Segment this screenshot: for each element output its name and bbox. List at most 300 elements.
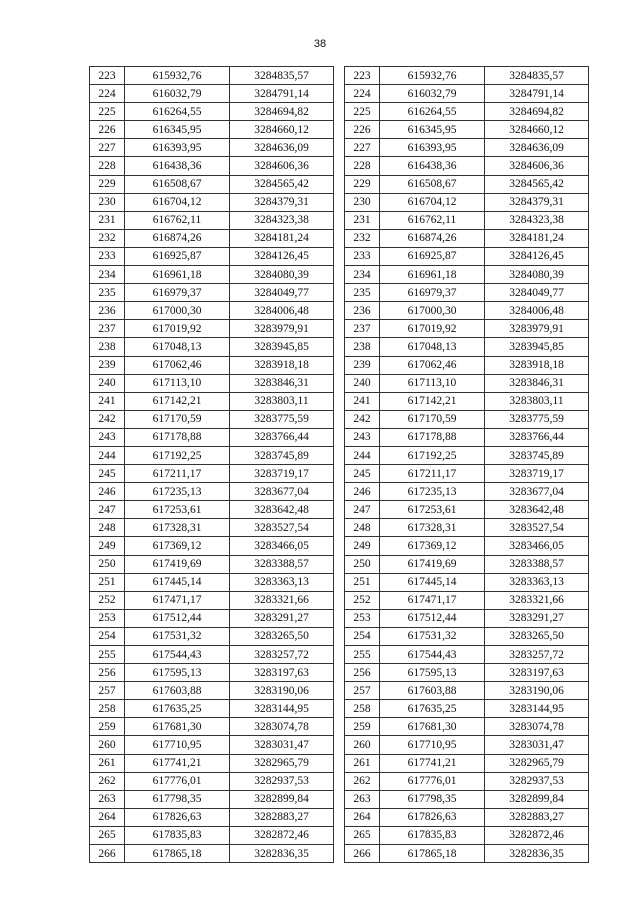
y-coordinate-cell: 3282899,84 xyxy=(230,790,334,808)
y-coordinate-cell: 3284379,31 xyxy=(485,193,589,211)
x-coordinate-cell: 617741,21 xyxy=(380,754,485,772)
point-number-cell: 236 xyxy=(345,302,380,320)
point-number-cell: 243 xyxy=(345,428,380,446)
x-coordinate-cell: 617000,30 xyxy=(125,302,230,320)
table-row xyxy=(90,392,334,410)
table-row xyxy=(90,103,334,121)
point-number-cell: 247 xyxy=(345,501,380,519)
x-coordinate-cell: 617681,30 xyxy=(125,718,230,736)
table-row xyxy=(345,428,589,446)
point-number-cell: 258 xyxy=(345,700,380,718)
point-number-cell: 226 xyxy=(90,121,125,139)
x-coordinate-cell: 617835,83 xyxy=(125,826,230,844)
point-number-cell: 238 xyxy=(345,338,380,356)
point-number-cell: 246 xyxy=(345,483,380,501)
x-coordinate-cell: 617595,13 xyxy=(125,664,230,682)
point-number-cell: 225 xyxy=(345,103,380,121)
x-coordinate-cell: 617235,13 xyxy=(380,483,485,501)
point-number-cell: 258 xyxy=(90,700,125,718)
x-coordinate-cell: 617211,17 xyxy=(380,465,485,483)
x-coordinate-cell: 617211,17 xyxy=(125,465,230,483)
point-number-cell: 255 xyxy=(90,646,125,664)
y-coordinate-cell: 3283257,72 xyxy=(485,646,589,664)
point-number-cell: 259 xyxy=(90,718,125,736)
table-row xyxy=(90,772,334,790)
table-body-right xyxy=(345,67,589,863)
table-row xyxy=(345,573,589,591)
y-coordinate-cell: 3283719,17 xyxy=(230,465,334,483)
x-coordinate-cell: 617835,83 xyxy=(380,826,485,844)
x-coordinate-cell: 617178,88 xyxy=(380,428,485,446)
x-coordinate-cell: 616704,12 xyxy=(125,193,230,211)
table-row xyxy=(90,736,334,754)
point-number-cell: 229 xyxy=(90,175,125,193)
x-coordinate-cell: 617062,46 xyxy=(380,356,485,374)
y-coordinate-cell: 3284791,14 xyxy=(485,85,589,103)
y-coordinate-cell: 3283642,48 xyxy=(485,501,589,519)
y-coordinate-cell: 3283677,04 xyxy=(485,483,589,501)
point-number-cell: 248 xyxy=(90,519,125,537)
x-coordinate-cell: 617253,61 xyxy=(125,501,230,519)
table-row xyxy=(90,555,334,573)
table-row xyxy=(90,85,334,103)
y-coordinate-cell: 3284791,14 xyxy=(230,85,334,103)
table-row xyxy=(345,682,589,700)
table-row xyxy=(90,428,334,446)
table-row xyxy=(90,356,334,374)
table-row xyxy=(90,338,334,356)
y-coordinate-cell: 3282872,46 xyxy=(485,826,589,844)
point-number-cell: 228 xyxy=(90,157,125,175)
y-coordinate-cell: 3284660,12 xyxy=(485,121,589,139)
table-row xyxy=(90,229,334,247)
y-coordinate-cell: 3284835,57 xyxy=(485,67,589,85)
y-coordinate-cell: 3283466,05 xyxy=(485,537,589,555)
y-coordinate-cell: 3282937,53 xyxy=(230,772,334,790)
x-coordinate-cell: 617544,43 xyxy=(125,646,230,664)
y-coordinate-cell: 3283775,59 xyxy=(230,410,334,428)
table-row xyxy=(90,682,334,700)
y-coordinate-cell: 3283642,48 xyxy=(230,501,334,519)
x-coordinate-cell: 617603,88 xyxy=(380,682,485,700)
x-coordinate-cell: 617178,88 xyxy=(125,428,230,446)
point-number-cell: 253 xyxy=(90,609,125,627)
x-coordinate-cell: 617531,32 xyxy=(380,627,485,645)
y-coordinate-cell: 3283074,78 xyxy=(230,718,334,736)
table-row xyxy=(90,446,334,464)
point-number-cell: 226 xyxy=(345,121,380,139)
y-coordinate-cell: 3283775,59 xyxy=(485,410,589,428)
y-coordinate-cell: 3283527,54 xyxy=(485,519,589,537)
y-coordinate-cell: 3283466,05 xyxy=(230,537,334,555)
table-row xyxy=(90,465,334,483)
point-number-cell: 264 xyxy=(90,808,125,826)
x-coordinate-cell: 617531,32 xyxy=(125,627,230,645)
table-row xyxy=(345,320,589,338)
point-number-cell: 225 xyxy=(90,103,125,121)
x-coordinate-cell: 616925,87 xyxy=(380,247,485,265)
table-row xyxy=(345,446,589,464)
coordinates-table-left xyxy=(89,66,334,863)
point-number-cell: 256 xyxy=(345,664,380,682)
y-coordinate-cell: 3284080,39 xyxy=(230,266,334,284)
y-coordinate-cell: 3283945,85 xyxy=(485,338,589,356)
table-row xyxy=(90,67,334,85)
table-row xyxy=(90,501,334,519)
table-row xyxy=(345,700,589,718)
point-number-cell: 266 xyxy=(90,845,125,863)
table-body-left xyxy=(90,67,334,863)
y-coordinate-cell: 3284181,24 xyxy=(230,229,334,247)
point-number-cell: 228 xyxy=(345,157,380,175)
y-coordinate-cell: 3282965,79 xyxy=(230,754,334,772)
y-coordinate-cell: 3282965,79 xyxy=(485,754,589,772)
y-coordinate-cell: 3283388,57 xyxy=(485,555,589,573)
table-row xyxy=(345,790,589,808)
y-coordinate-cell: 3284565,42 xyxy=(485,175,589,193)
point-number-cell: 259 xyxy=(345,718,380,736)
x-coordinate-cell: 617776,01 xyxy=(380,772,485,790)
y-coordinate-cell: 3283918,18 xyxy=(485,356,589,374)
x-coordinate-cell: 617595,13 xyxy=(380,664,485,682)
x-coordinate-cell: 617826,63 xyxy=(380,808,485,826)
x-coordinate-cell: 616979,37 xyxy=(380,284,485,302)
table-row xyxy=(345,302,589,320)
y-coordinate-cell: 3284606,36 xyxy=(230,157,334,175)
point-number-cell: 262 xyxy=(345,772,380,790)
x-coordinate-cell: 617192,25 xyxy=(380,446,485,464)
table-row xyxy=(345,157,589,175)
point-number-cell: 230 xyxy=(345,193,380,211)
point-number-cell: 257 xyxy=(90,682,125,700)
x-coordinate-cell: 616032,79 xyxy=(125,85,230,103)
x-coordinate-cell: 616438,36 xyxy=(380,157,485,175)
y-coordinate-cell: 3283719,17 xyxy=(485,465,589,483)
table-row xyxy=(90,175,334,193)
y-coordinate-cell: 3284006,48 xyxy=(485,302,589,320)
y-coordinate-cell: 3283190,06 xyxy=(485,682,589,700)
point-number-cell: 244 xyxy=(90,446,125,464)
x-coordinate-cell: 617741,21 xyxy=(125,754,230,772)
table-row xyxy=(90,302,334,320)
point-number-cell: 252 xyxy=(345,591,380,609)
table-row xyxy=(345,247,589,265)
y-coordinate-cell: 3284694,82 xyxy=(485,103,589,121)
y-coordinate-cell: 3283363,13 xyxy=(485,573,589,591)
point-number-cell: 257 xyxy=(345,682,380,700)
point-number-cell: 250 xyxy=(90,555,125,573)
y-coordinate-cell: 3283144,95 xyxy=(485,700,589,718)
table-row xyxy=(90,845,334,863)
point-number-cell: 224 xyxy=(345,85,380,103)
x-coordinate-cell: 617113,10 xyxy=(380,374,485,392)
point-number-cell: 234 xyxy=(90,266,125,284)
point-number-cell: 265 xyxy=(90,826,125,844)
table-row xyxy=(345,338,589,356)
y-coordinate-cell: 3284379,31 xyxy=(230,193,334,211)
y-coordinate-cell: 3283945,85 xyxy=(230,338,334,356)
table-row xyxy=(345,609,589,627)
x-coordinate-cell: 617635,25 xyxy=(125,700,230,718)
point-number-cell: 230 xyxy=(90,193,125,211)
y-coordinate-cell: 3283677,04 xyxy=(230,483,334,501)
y-coordinate-cell: 3283031,47 xyxy=(230,736,334,754)
y-coordinate-cell: 3284080,39 xyxy=(485,266,589,284)
point-number-cell: 229 xyxy=(345,175,380,193)
point-number-cell: 242 xyxy=(90,410,125,428)
x-coordinate-cell: 617142,21 xyxy=(380,392,485,410)
y-coordinate-cell: 3284006,48 xyxy=(230,302,334,320)
table-row xyxy=(345,826,589,844)
table-row xyxy=(345,410,589,428)
table-row xyxy=(90,519,334,537)
table-row xyxy=(345,646,589,664)
table-row xyxy=(345,519,589,537)
point-number-cell: 239 xyxy=(90,356,125,374)
x-coordinate-cell: 616032,79 xyxy=(380,85,485,103)
table-row xyxy=(345,845,589,863)
point-number-cell: 245 xyxy=(345,465,380,483)
table-row xyxy=(345,85,589,103)
table-row xyxy=(90,573,334,591)
y-coordinate-cell: 3284323,38 xyxy=(485,211,589,229)
table-row xyxy=(90,664,334,682)
point-number-cell: 250 xyxy=(345,555,380,573)
table-row xyxy=(90,193,334,211)
point-number-cell: 256 xyxy=(90,664,125,682)
point-number-cell: 232 xyxy=(345,229,380,247)
point-number-cell: 238 xyxy=(90,338,125,356)
x-coordinate-cell: 617235,13 xyxy=(125,483,230,501)
x-coordinate-cell: 617710,95 xyxy=(125,736,230,754)
y-coordinate-cell: 3283190,06 xyxy=(230,682,334,700)
y-coordinate-cell: 3284049,77 xyxy=(230,284,334,302)
x-coordinate-cell: 617113,10 xyxy=(125,374,230,392)
point-number-cell: 233 xyxy=(90,247,125,265)
point-number-cell: 253 xyxy=(345,609,380,627)
table-row xyxy=(90,826,334,844)
x-coordinate-cell: 617048,13 xyxy=(125,338,230,356)
table-row xyxy=(90,284,334,302)
y-coordinate-cell: 3283031,47 xyxy=(485,736,589,754)
point-number-cell: 266 xyxy=(345,845,380,863)
table-row xyxy=(345,555,589,573)
x-coordinate-cell: 617000,30 xyxy=(380,302,485,320)
x-coordinate-cell: 616508,67 xyxy=(125,175,230,193)
y-coordinate-cell: 3283265,50 xyxy=(230,627,334,645)
x-coordinate-cell: 616393,95 xyxy=(380,139,485,157)
table-row xyxy=(90,537,334,555)
point-number-cell: 223 xyxy=(345,67,380,85)
table-row xyxy=(90,591,334,609)
page-number: 38 xyxy=(313,38,327,50)
x-coordinate-cell: 617826,63 xyxy=(125,808,230,826)
table-row xyxy=(345,537,589,555)
table-row xyxy=(345,266,589,284)
point-number-cell: 237 xyxy=(90,320,125,338)
y-coordinate-cell: 3284660,12 xyxy=(230,121,334,139)
x-coordinate-cell: 617048,13 xyxy=(380,338,485,356)
x-coordinate-cell: 617445,14 xyxy=(380,573,485,591)
table-row xyxy=(345,67,589,85)
table-row xyxy=(345,175,589,193)
point-number-cell: 251 xyxy=(90,573,125,591)
x-coordinate-cell: 616979,37 xyxy=(125,284,230,302)
table-row xyxy=(90,374,334,392)
y-coordinate-cell: 3283803,11 xyxy=(230,392,334,410)
x-coordinate-cell: 616874,26 xyxy=(125,229,230,247)
x-coordinate-cell: 617635,25 xyxy=(380,700,485,718)
point-number-cell: 239 xyxy=(345,356,380,374)
x-coordinate-cell: 616264,55 xyxy=(125,103,230,121)
y-coordinate-cell: 3282899,84 xyxy=(485,790,589,808)
table-row xyxy=(345,103,589,121)
table-row xyxy=(345,754,589,772)
y-coordinate-cell: 3283291,27 xyxy=(230,609,334,627)
table-row xyxy=(345,193,589,211)
y-coordinate-cell: 3284694,82 xyxy=(230,103,334,121)
y-coordinate-cell: 3283321,66 xyxy=(230,591,334,609)
point-number-cell: 240 xyxy=(90,374,125,392)
x-coordinate-cell: 617369,12 xyxy=(380,537,485,555)
y-coordinate-cell: 3283074,78 xyxy=(485,718,589,736)
point-number-cell: 245 xyxy=(90,465,125,483)
x-coordinate-cell: 617710,95 xyxy=(380,736,485,754)
point-number-cell: 243 xyxy=(90,428,125,446)
point-number-cell: 254 xyxy=(90,627,125,645)
y-coordinate-cell: 3282836,35 xyxy=(485,845,589,863)
x-coordinate-cell: 617328,31 xyxy=(125,519,230,537)
table-row xyxy=(345,501,589,519)
table-row xyxy=(345,121,589,139)
table-row xyxy=(345,772,589,790)
table-row xyxy=(90,211,334,229)
x-coordinate-cell: 617471,17 xyxy=(125,591,230,609)
table-row xyxy=(90,483,334,501)
point-number-cell: 241 xyxy=(90,392,125,410)
x-coordinate-cell: 617798,35 xyxy=(380,790,485,808)
point-number-cell: 246 xyxy=(90,483,125,501)
table-row xyxy=(345,591,589,609)
y-coordinate-cell: 3284565,42 xyxy=(230,175,334,193)
x-coordinate-cell: 617512,44 xyxy=(125,609,230,627)
y-coordinate-cell: 3283979,91 xyxy=(485,320,589,338)
x-coordinate-cell: 616345,95 xyxy=(125,121,230,139)
table-row xyxy=(90,700,334,718)
x-coordinate-cell: 617170,59 xyxy=(380,410,485,428)
point-number-cell: 251 xyxy=(345,573,380,591)
point-number-cell: 231 xyxy=(345,211,380,229)
point-number-cell: 233 xyxy=(345,247,380,265)
table-row xyxy=(345,465,589,483)
point-number-cell: 249 xyxy=(90,537,125,555)
x-coordinate-cell: 616438,36 xyxy=(125,157,230,175)
x-coordinate-cell: 617253,61 xyxy=(380,501,485,519)
table-row xyxy=(345,284,589,302)
table-row xyxy=(90,247,334,265)
point-number-cell: 264 xyxy=(345,808,380,826)
table-row xyxy=(345,229,589,247)
x-coordinate-cell: 617865,18 xyxy=(380,845,485,863)
point-number-cell: 234 xyxy=(345,266,380,284)
x-coordinate-cell: 617142,21 xyxy=(125,392,230,410)
y-coordinate-cell: 3283846,31 xyxy=(230,374,334,392)
table-row xyxy=(90,609,334,627)
point-number-cell: 265 xyxy=(345,826,380,844)
y-coordinate-cell: 3283144,95 xyxy=(230,700,334,718)
table-row xyxy=(90,808,334,826)
y-coordinate-cell: 3283846,31 xyxy=(485,374,589,392)
y-coordinate-cell: 3284126,45 xyxy=(485,247,589,265)
y-coordinate-cell: 3284636,09 xyxy=(230,139,334,157)
x-coordinate-cell: 617192,25 xyxy=(125,446,230,464)
table-row xyxy=(90,121,334,139)
point-number-cell: 235 xyxy=(345,284,380,302)
y-coordinate-cell: 3283745,89 xyxy=(485,446,589,464)
point-number-cell: 223 xyxy=(90,67,125,85)
y-coordinate-cell: 3284049,77 xyxy=(485,284,589,302)
x-coordinate-cell: 617019,92 xyxy=(125,320,230,338)
x-coordinate-cell: 616762,11 xyxy=(125,211,230,229)
y-coordinate-cell: 3282872,46 xyxy=(230,826,334,844)
table-row xyxy=(90,718,334,736)
table-row xyxy=(90,754,334,772)
x-coordinate-cell: 617798,35 xyxy=(125,790,230,808)
table-row xyxy=(345,392,589,410)
x-coordinate-cell: 616345,95 xyxy=(380,121,485,139)
x-coordinate-cell: 617681,30 xyxy=(380,718,485,736)
y-coordinate-cell: 3283291,27 xyxy=(485,609,589,627)
table-row xyxy=(345,664,589,682)
y-coordinate-cell: 3283803,11 xyxy=(485,392,589,410)
x-coordinate-cell: 617419,69 xyxy=(380,555,485,573)
x-coordinate-cell: 616393,95 xyxy=(125,139,230,157)
table-row xyxy=(90,790,334,808)
point-number-cell: 224 xyxy=(90,85,125,103)
table-row xyxy=(345,627,589,645)
point-number-cell: 261 xyxy=(345,754,380,772)
y-coordinate-cell: 3282883,27 xyxy=(230,808,334,826)
point-number-cell: 241 xyxy=(345,392,380,410)
point-number-cell: 262 xyxy=(90,772,125,790)
x-coordinate-cell: 615932,76 xyxy=(125,67,230,85)
table-row xyxy=(90,266,334,284)
y-coordinate-cell: 3284606,36 xyxy=(485,157,589,175)
y-coordinate-cell: 3283388,57 xyxy=(230,555,334,573)
y-coordinate-cell: 3283979,91 xyxy=(230,320,334,338)
point-number-cell: 255 xyxy=(345,646,380,664)
table-row xyxy=(345,211,589,229)
y-coordinate-cell: 3283745,89 xyxy=(230,446,334,464)
point-number-cell: 263 xyxy=(90,790,125,808)
point-number-cell: 244 xyxy=(345,446,380,464)
x-coordinate-cell: 617544,43 xyxy=(380,646,485,664)
table-row xyxy=(345,808,589,826)
point-number-cell: 260 xyxy=(345,736,380,754)
y-coordinate-cell: 3283265,50 xyxy=(485,627,589,645)
table-row xyxy=(90,410,334,428)
point-number-cell: 260 xyxy=(90,736,125,754)
y-coordinate-cell: 3284636,09 xyxy=(485,139,589,157)
point-number-cell: 261 xyxy=(90,754,125,772)
x-coordinate-cell: 616961,18 xyxy=(125,266,230,284)
x-coordinate-cell: 617603,88 xyxy=(125,682,230,700)
y-coordinate-cell: 3284835,57 xyxy=(230,67,334,85)
x-coordinate-cell: 616704,12 xyxy=(380,193,485,211)
point-number-cell: 240 xyxy=(345,374,380,392)
y-coordinate-cell: 3283197,63 xyxy=(485,664,589,682)
point-number-cell: 232 xyxy=(90,229,125,247)
